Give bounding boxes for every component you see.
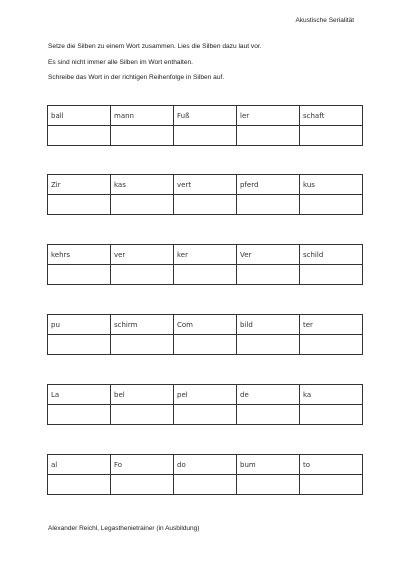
answer-cell[interactable] (48, 335, 111, 355)
answer-cell[interactable] (174, 126, 237, 146)
answer-row[interactable] (48, 405, 363, 425)
syllable-cell: pferd (237, 175, 300, 195)
syllable-cell: kas (111, 175, 174, 195)
syllable-cell: pu (48, 315, 111, 335)
answer-cell[interactable] (300, 195, 363, 215)
syllable-cell: mann (111, 106, 174, 126)
answer-cell[interactable] (174, 475, 237, 495)
answer-cell[interactable] (237, 265, 300, 285)
answer-cell[interactable] (48, 475, 111, 495)
instruction-line-1: Setze die Silben zu einem Wort zusammen. Lies die Silben dazu laut vor. (48, 43, 262, 50)
answer-cell[interactable] (300, 335, 363, 355)
syllable-cell: Fuß (174, 106, 237, 126)
syllable-cell: ter (300, 315, 363, 335)
answer-row[interactable] (48, 475, 363, 495)
syllable-table-6 (47, 454, 363, 495)
answer-cell[interactable] (111, 405, 174, 425)
syllable-row (48, 315, 363, 335)
syllable-cell: schaft (300, 106, 363, 126)
syllable-cell: Zir (48, 175, 111, 195)
answer-cell[interactable] (237, 195, 300, 215)
answer-cell[interactable] (111, 265, 174, 285)
answer-row[interactable] (48, 126, 363, 146)
syllable-row (48, 245, 363, 265)
syllable-cell: bel (111, 385, 174, 405)
syllable-table-5 (47, 384, 363, 425)
syllable-row (48, 175, 363, 195)
answer-cell[interactable] (174, 405, 237, 425)
answer-cell[interactable] (237, 405, 300, 425)
answer-cell[interactable] (174, 265, 237, 285)
syllable-cell: schirm (111, 315, 174, 335)
answer-cell[interactable] (300, 405, 363, 425)
instruction-line-3: Schreibe das Wort in der richtigen Reihenfolge in Silben auf. (48, 74, 225, 82)
syllable-cell: kus (300, 175, 363, 195)
syllable-cell: pel (174, 385, 237, 405)
instruction-line-2: Es sind nicht immer alle Silben im Wort enthalten. (48, 58, 194, 66)
answer-cell[interactable] (300, 126, 363, 146)
answer-row[interactable] (48, 195, 363, 215)
syllable-cell: schild (300, 245, 363, 265)
syllable-cell: de (237, 385, 300, 405)
answer-cell[interactable] (174, 335, 237, 355)
page-header: Akustische Serialität (295, 17, 354, 24)
syllable-cell: bild (237, 315, 300, 335)
syllable-cell: ball (48, 106, 111, 126)
answer-cell[interactable] (111, 126, 174, 146)
syllable-table-3 (47, 244, 363, 285)
answer-cell[interactable] (111, 475, 174, 495)
syllable-cell: Fo (111, 455, 174, 475)
syllable-row (48, 385, 363, 405)
syllable-cell: al (48, 455, 111, 475)
answer-cell[interactable] (48, 265, 111, 285)
syllable-cell: La (48, 385, 111, 405)
answer-cell[interactable] (174, 195, 237, 215)
syllable-cell: to (300, 455, 363, 475)
answer-row[interactable] (48, 265, 363, 285)
answer-cell[interactable] (111, 195, 174, 215)
answer-cell[interactable] (237, 126, 300, 146)
answer-cell[interactable] (237, 335, 300, 355)
syllable-cell: Ver (237, 245, 300, 265)
syllable-table-4 (47, 314, 363, 355)
syllable-cell: vert (174, 175, 237, 195)
syllable-cell: ler (237, 106, 300, 126)
syllable-cell: kehrs (48, 245, 111, 265)
footer-author: Alexander Reichl, Legasthenietrainer (in Ausbildung) (48, 525, 200, 532)
answer-cell[interactable] (48, 126, 111, 146)
syllable-cell: Com (174, 315, 237, 335)
answer-row[interactable] (48, 335, 363, 355)
answer-cell[interactable] (48, 405, 111, 425)
syllable-cell: do (174, 455, 237, 475)
answer-cell[interactable] (48, 195, 111, 215)
syllable-row (48, 106, 363, 126)
syllable-cell: bum (237, 455, 300, 475)
answer-cell[interactable] (300, 265, 363, 285)
syllable-table-2 (47, 174, 363, 215)
syllable-cell: ker (174, 245, 237, 265)
syllable-cell: ver (111, 245, 174, 265)
syllable-row (48, 455, 363, 475)
answer-cell[interactable] (111, 335, 174, 355)
syllable-table-1 (47, 105, 363, 146)
answer-cell[interactable] (237, 475, 300, 495)
syllable-cell: ka (300, 385, 363, 405)
answer-cell[interactable] (300, 475, 363, 495)
instructions (48, 43, 368, 90)
